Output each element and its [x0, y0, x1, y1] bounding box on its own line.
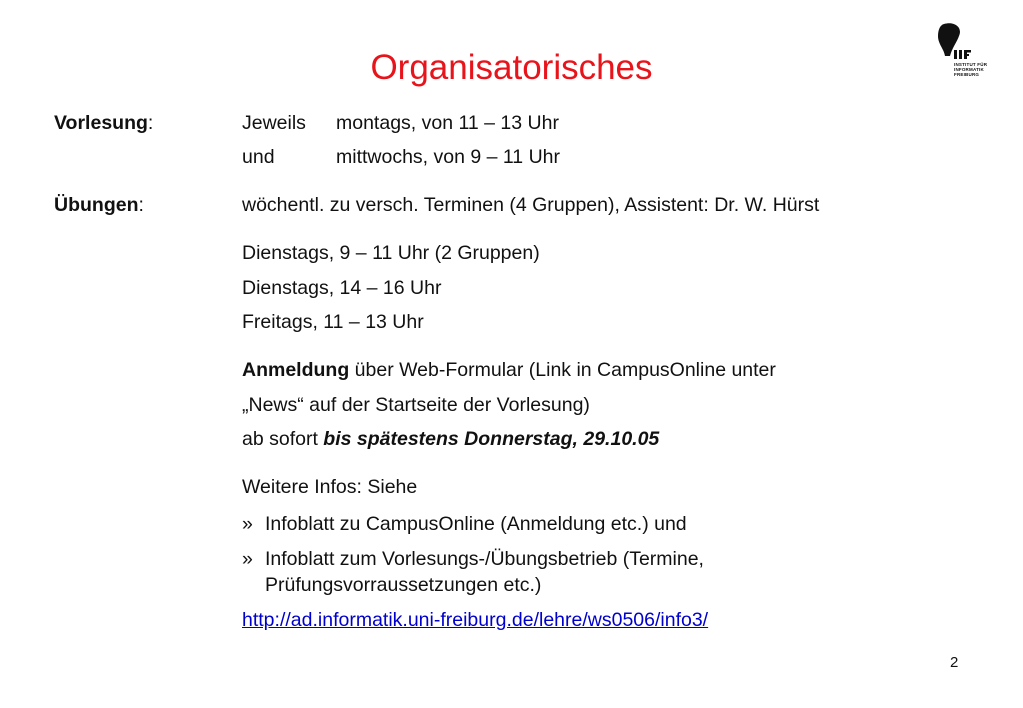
- info-link[interactable]: http://ad.informatik.uni-freiburg.de/lehre/ws0506/info3/: [242, 609, 709, 631]
- logo-line-1: INSTITUT FÜR: [954, 62, 988, 67]
- uebungen-label: [54, 192, 144, 218]
- vorlesung-row2-prefix: und: [242, 146, 275, 168]
- logo-line-2: INFORMATIK: [954, 67, 984, 72]
- uebungen-intro: wöchentl. zu versch. Terminen (4 Gruppen), Assistent: Dr. W. Hürst: [242, 194, 820, 216]
- vorlesung-row2-text: mittwochs, von 9 – 11 Uhr: [336, 146, 560, 168]
- anmeldung-deadline: bis spätestens Donnerstag, 29.10.05: [323, 428, 660, 450]
- vorlesung-colon: :: [147, 112, 154, 134]
- anmeldung-bold: Anmeldung: [242, 359, 350, 381]
- uebungen-label-text: Übungen: [54, 194, 139, 216]
- uebungen-time-2: Dienstags, 14 – 16 Uhr: [242, 277, 442, 299]
- vorlesung-label: [54, 110, 153, 136]
- uebungen-time-3: Freitags, 11 – 13 Uhr: [242, 311, 424, 333]
- bullet-2-line-2: Prüfungsvorraussetzungen etc.): [265, 574, 542, 596]
- vorlesung-row1-text: montags, von 11 – 13 Uhr: [336, 112, 559, 134]
- anmeldung-line3-prefix: ab sofort: [242, 428, 324, 450]
- bullet-symbol-2: »: [242, 548, 253, 570]
- page-number: 2: [950, 654, 959, 671]
- bullet-1-text: Infoblatt zu CampusOnline (Anmeldung etc.) und: [265, 513, 687, 535]
- vorlesung-label-text: Vorlesung: [54, 112, 148, 134]
- institute-logo: [934, 22, 990, 82]
- vorlesung-row1-prefix: Jeweils: [242, 112, 306, 134]
- anmeldung-line-3: [242, 426, 659, 452]
- uebungen-time-1: Dienstags, 9 – 11 Uhr (2 Gruppen): [242, 242, 540, 264]
- logo-line-3: FREIBURG: [954, 72, 980, 77]
- anmeldung-line-2: „News“ auf der Startseite der Vorlesung): [242, 394, 590, 416]
- weitere-infos-heading: Weitere Infos: Siehe: [242, 476, 418, 498]
- slide-title: Organisatorisches: [370, 48, 653, 87]
- bullet-2-line-1: Infoblatt zum Vorlesungs-/Übungsbetrieb (Termine,: [265, 548, 704, 570]
- bullet-symbol-1: »: [242, 513, 253, 535]
- uebungen-colon: :: [138, 194, 144, 216]
- anmeldung-line1-rest: über Web-Formular (Link in CampusOnline unter: [349, 359, 776, 381]
- anmeldung-line-1: [242, 357, 776, 383]
